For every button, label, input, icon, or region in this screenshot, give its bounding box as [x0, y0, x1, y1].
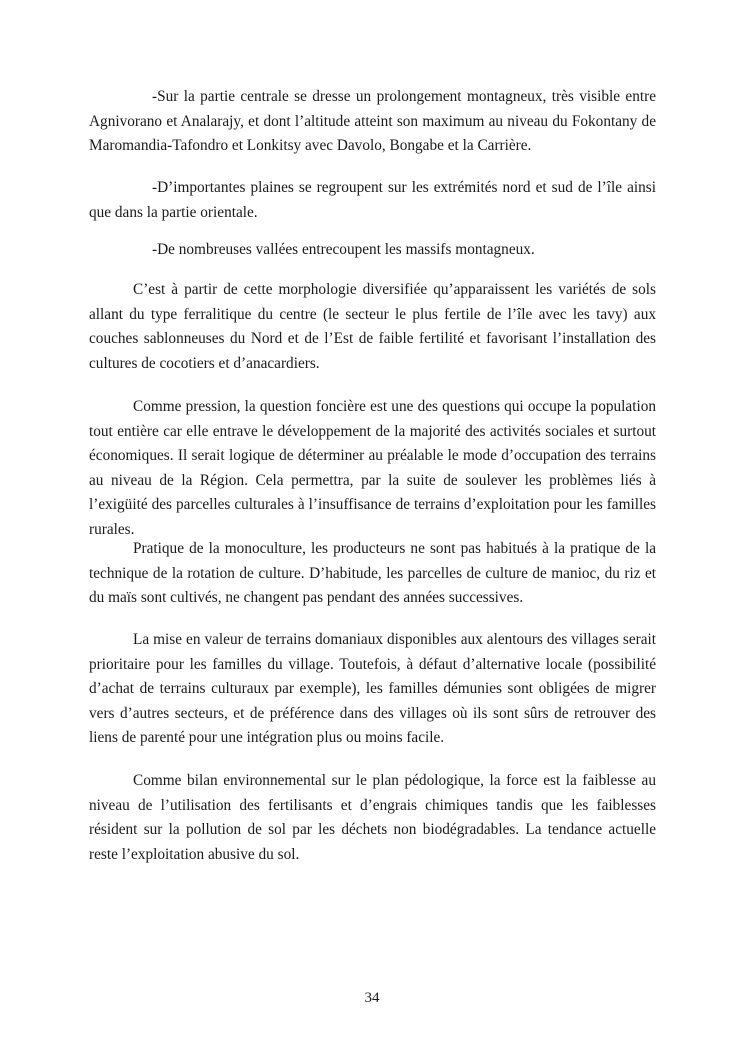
paragraph-land-pressure: Comme pression, la question foncière est une des questions qui occupe la population tout entière car elle entrave le développement de la majorité des activités sociales et surtout économiques. Il serait logique de déterminer au préalable le mode d’occupation des terrains au niveau de la Région. Cela permettra, par la suite de soulever les problèmes liés à l’exigüité des parcelles culturales à l’insuffisance de terrains d’exploitation pour les familles rurales.	[89, 398, 656, 538]
paragraph-state-land: La mise en valeur de terrains domaniaux disponibles aux alentours des villages serait prioritaire pour les familles du village. Toutefois, à défaut d’alternative locale (possibilité d’achat de terrains culturaux par exemple), les familles démunies sont obligées de migrer vers d’autres secteurs, et de préférence dans des villages où ils sont sûrs de retrouver des liens de parenté pour une intégration plus ou moins facile.	[89, 631, 656, 746]
paragraph-monoculture: Pratique de la monoculture, les producteurs ne sont pas habitués à la pratique de la technique de la rotation de culture. D’habitude, les parcelles de culture de manioc, du riz et du maïs sont cultivés, ne changent pas pendant des années successives.	[89, 540, 656, 606]
paragraph-soil-varieties: C’est à partir de cette morphologie diversifiée qu’apparaissent les variétés de sols allant du type ferralitique du centre (le secteur le plus fertile de l’île avec les tavy) aux couches sablonneuses du Nord et de l’Est de faible fertilité et favorisant l’installation des cultures de cocotiers et d’anacardiers.	[89, 281, 656, 372]
paragraph-environmental-review: Comme bilan environnemental sur le plan pédologique, la force est la faiblesse au niveau de l’utilisation des fertilisants et d’engrais chimiques tandis que les faiblesses résident sur la pollution de sol par les déchets non biodégradables. La tendance actuelle reste l’exploitation abusive du sol.	[89, 772, 656, 863]
paragraph-valleys: -De nombreuses vallées entrecoupent les massifs montagneux.	[152, 241, 535, 258]
page-number: 34	[364, 990, 380, 1006]
paragraph-plains: -D’importantes plaines se regroupent sur les extrémités nord et sud de l’île ainsi que dans la partie orientale.	[89, 179, 656, 221]
paragraph-central-mountains: -Sur la partie centrale se dresse un prolongement montagneux, très visible entre Agnivorano et Analarajy, et dont l’altitude atteint son maximum au niveau du Fokontany de Maromandia-Tafondro et Lonkitsy avec Davolo, Bongabe et la Carrière.	[89, 88, 656, 154]
